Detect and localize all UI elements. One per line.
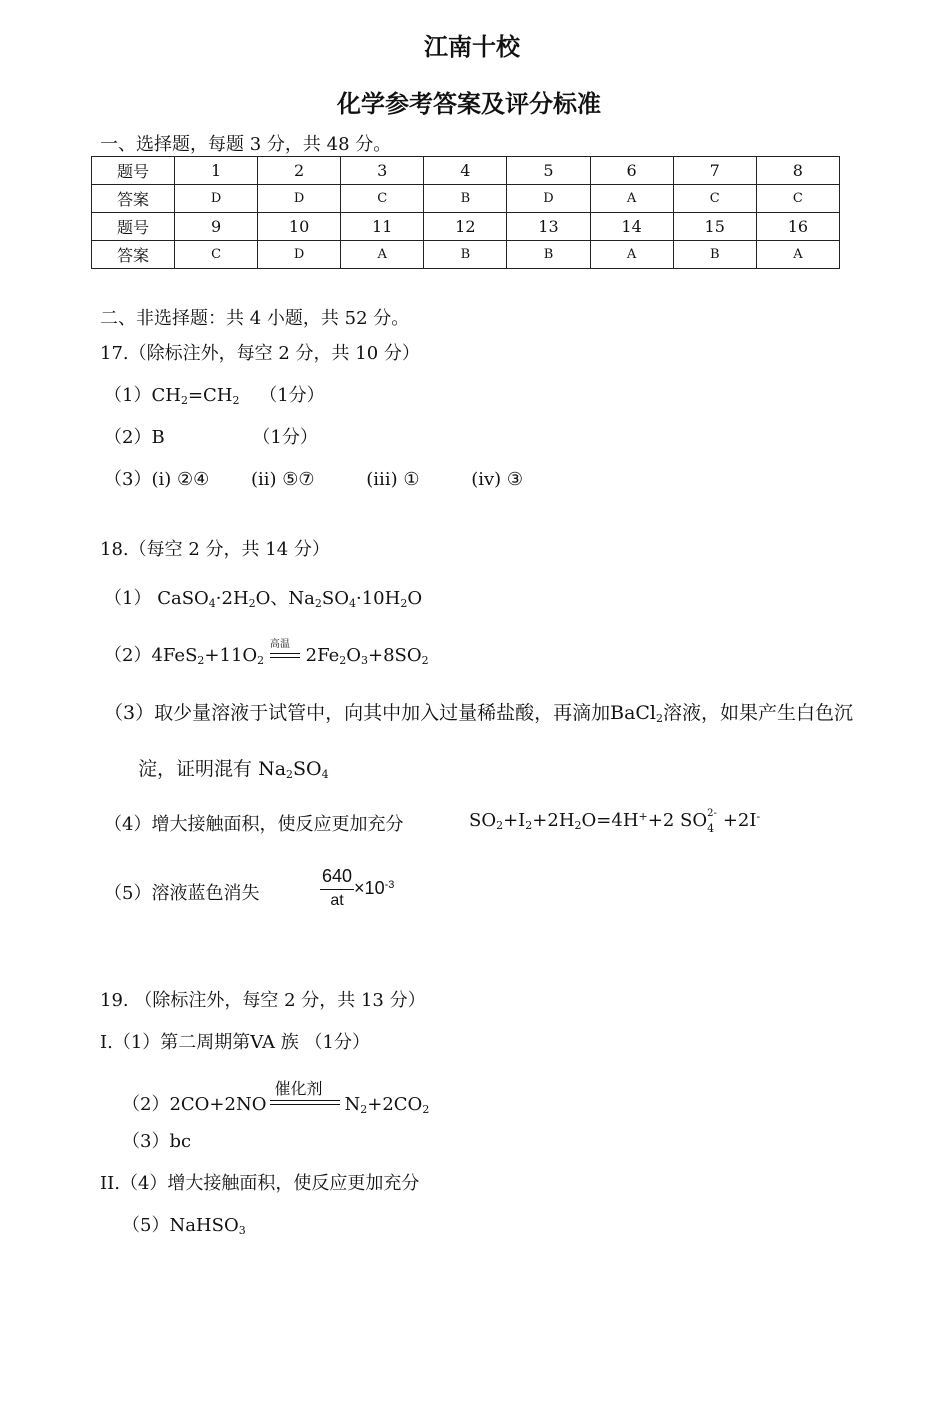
formula: $Na_2SO_4\cdot 10H_2O$ — [288, 588, 423, 610]
q18-part4 — [104, 810, 403, 836]
text: 增大接触面积，使反应更加充分 — [151, 814, 404, 835]
q18-part1 — [104, 584, 422, 610]
table-cell: 11 — [341, 213, 424, 241]
table-cell: 4 — [424, 157, 507, 185]
multiplier: ×10 — [354, 877, 385, 898]
table-cell: 6 — [590, 157, 673, 185]
separator: 、 — [270, 588, 289, 609]
fraction — [320, 866, 354, 910]
table-cell: A — [590, 185, 673, 213]
table-cell: C — [175, 241, 258, 269]
exponent: -3 — [384, 878, 395, 891]
section1-heading: 一、选择题，每题 3 分，共 48 分。 — [100, 134, 392, 155]
q19-part4: II.（4）增大接触面积，使反应更加充分 — [100, 1173, 420, 1194]
catalyst-arrow — [270, 1079, 340, 1110]
equation-left: 2CO+2NO — [169, 1094, 267, 1115]
table-cell: 13 — [507, 213, 590, 241]
table-cell: B — [507, 241, 590, 269]
numerator: 640 — [320, 866, 354, 890]
table-cell: B — [424, 185, 507, 213]
part-label: （2） — [104, 645, 152, 666]
part-label: （1） — [104, 588, 152, 609]
table-row — [92, 213, 840, 241]
equation-left: $4FeS_2+11O_2$ — [151, 645, 265, 667]
answer-iii: (iii) ① — [366, 469, 420, 490]
answer-iv: (iv) ③ — [471, 469, 524, 490]
q18-part5-expression — [320, 866, 394, 910]
table-cell: C — [673, 185, 756, 213]
equation-right: $2Fe_2O_3+8SO_2$ — [305, 645, 429, 667]
q18-part4-equation: $SO_2+I_2+2H_2O=4H^++2$ SO 2- 4 +2I- — [469, 808, 761, 835]
reagent: BaCl$_2$ — [610, 702, 664, 725]
table-row — [92, 241, 840, 269]
catalyst-label: 催化剂 — [274, 1079, 323, 1098]
q19-part5 — [122, 1211, 246, 1237]
table-cell: 16 — [756, 213, 839, 241]
q18-part3 — [104, 698, 853, 725]
table-cell: D — [258, 241, 341, 269]
table-cell: 14 — [590, 213, 673, 241]
text: 溶液蓝色消失 — [151, 883, 260, 904]
denominator: at — [330, 892, 344, 909]
answer-ii: (ii) ⑤⑦ — [250, 469, 315, 490]
table-cell: 1 — [175, 157, 258, 185]
table-cell: 9 — [175, 213, 258, 241]
table-cell: 10 — [258, 213, 341, 241]
row-label-question: 题号 — [92, 213, 175, 241]
q19-part3: （3）bc — [122, 1131, 192, 1152]
page-title: 化学参考答案及评分标准 — [337, 89, 601, 118]
text: 取少量溶液于试管中，向其中加入过量稀盐酸，再滴加 — [154, 702, 611, 724]
q19-part1: I.（1）第二周期第VA 族 （1分） — [100, 1032, 370, 1053]
table-cell: A — [590, 241, 673, 269]
table-cell: C — [341, 185, 424, 213]
q18-part5 — [104, 879, 259, 905]
part-label: （2） — [104, 427, 152, 448]
part-label: （3） — [104, 469, 152, 490]
answer-i: (i) ②④ — [151, 469, 210, 490]
row-label-answer: 答案 — [92, 241, 175, 269]
equation-right: $N_2+2CO_2$ — [344, 1094, 430, 1116]
q17-part2 — [104, 423, 318, 449]
condition-label: 高温 — [269, 639, 290, 650]
q19-heading: 19. （除标注外，每空 2 分，共 13 分） — [100, 990, 426, 1011]
table-cell: D — [258, 185, 341, 213]
part-label: （3） — [104, 702, 155, 724]
table-cell: 8 — [756, 157, 839, 185]
q17-part1 — [104, 381, 325, 407]
formula: NaHSO$_3$ — [169, 1215, 246, 1237]
table-cell: 5 — [507, 157, 590, 185]
section2-heading: 二、非选择题：共 4 小题，共 52 分。 — [100, 308, 410, 329]
row-label-answer: 答案 — [92, 185, 175, 213]
score: （1分） — [252, 427, 318, 448]
text: 溶液，如果产生白色沉 — [663, 702, 854, 724]
text: 淀，证明混有 — [138, 758, 253, 780]
q19-part2 — [122, 1079, 430, 1116]
answer-table — [91, 156, 840, 269]
table-row — [92, 185, 840, 213]
table-cell: 7 — [673, 157, 756, 185]
table-cell: B — [424, 241, 507, 269]
table-cell: 3 — [341, 157, 424, 185]
q17-heading: 17.（除标注外，每空 2 分，共 10 分） — [100, 343, 420, 364]
q18-part2 — [104, 641, 429, 667]
salt: $Na_2SO_4$ — [258, 758, 329, 781]
q18-heading: 18.（每空 2 分，共 14 分） — [100, 539, 330, 560]
table-cell: C — [756, 185, 839, 213]
score: （1分） — [259, 385, 325, 406]
row-label-question: 题号 — [92, 157, 175, 185]
table-cell: D — [507, 185, 590, 213]
table-cell: 12 — [424, 213, 507, 241]
part-label: （5） — [122, 1215, 170, 1236]
q17-part3 — [104, 465, 523, 491]
reaction-condition-arrow — [269, 639, 300, 661]
part-label: （4） — [104, 814, 152, 835]
formula: $CH_2=CH_2$ — [151, 385, 240, 407]
school-title: 江南十校 — [424, 32, 520, 61]
table-cell: B — [673, 241, 756, 269]
table-cell: A — [756, 241, 839, 269]
table-cell: D — [175, 185, 258, 213]
answer: B — [151, 427, 165, 448]
table-row — [92, 157, 840, 185]
part-label: （5） — [104, 883, 152, 904]
part-label: （2） — [122, 1094, 170, 1115]
table-cell: A — [341, 241, 424, 269]
q18-part3-cont — [138, 754, 329, 781]
part-label: （1） — [104, 385, 152, 406]
formula: $CaSO_4\cdot 2H_2O$ — [157, 588, 271, 610]
table-cell: 15 — [673, 213, 756, 241]
table-cell: 2 — [258, 157, 341, 185]
